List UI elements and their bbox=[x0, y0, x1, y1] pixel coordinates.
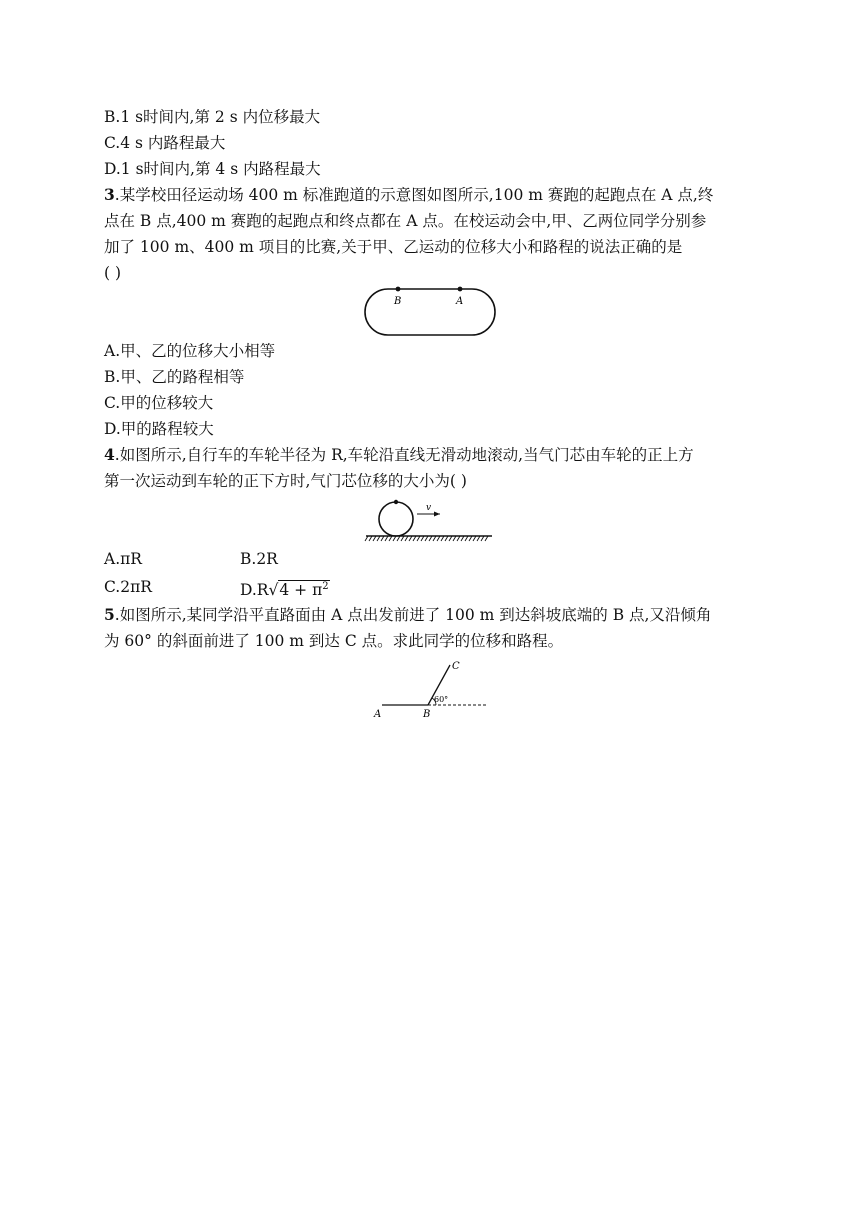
hatch-stroke bbox=[385, 536, 388, 541]
q4-option-c: C.2πR bbox=[104, 578, 152, 596]
q4-wheel-figure bbox=[364, 494, 494, 546]
hatch-stroke bbox=[397, 536, 400, 541]
q5-number: 5 bbox=[104, 605, 115, 624]
q4-option-d bbox=[240, 576, 330, 601]
q3-stem-text-1: .某学校田径运动场 400 m 标准跑道的示意图如图所示,100 m 赛跑的起跑点在 A 点,终 bbox=[114, 186, 714, 204]
hatch-stroke bbox=[445, 536, 448, 541]
hatch-stroke bbox=[449, 536, 452, 541]
q3-option-b: B.甲、乙的路程相等 bbox=[104, 368, 245, 386]
track-label-b: B bbox=[394, 296, 402, 307]
q3-option-a: A.甲、乙的位移大小相等 bbox=[104, 342, 276, 360]
q4-option-b: B.2R bbox=[240, 550, 278, 568]
q5-slope-figure bbox=[370, 656, 494, 722]
q5-stem-line-2: 为 60° 的斜面前进了 100 m 到达 C 点。求此同学的位移和路程。 bbox=[104, 632, 564, 650]
hatch-stroke bbox=[429, 536, 432, 541]
hatch-stroke bbox=[425, 536, 428, 541]
hatch-stroke bbox=[413, 536, 416, 541]
q3-number: 3 bbox=[104, 185, 115, 204]
sqrt-radicand bbox=[278, 580, 329, 599]
q3-option-c: C.甲的位移较大 bbox=[104, 394, 214, 412]
wheel-circle bbox=[379, 502, 413, 536]
q3-stem-line-1 bbox=[104, 184, 713, 206]
q3-answer-paren: ( ) bbox=[104, 264, 122, 282]
ground-hatching bbox=[365, 536, 488, 541]
velocity-label: v bbox=[426, 503, 432, 513]
label-a: A bbox=[374, 709, 382, 720]
hatch-stroke bbox=[381, 536, 384, 541]
hatch-stroke bbox=[377, 536, 380, 541]
hatch-stroke bbox=[433, 536, 436, 541]
q4-number: 4 bbox=[104, 445, 115, 464]
hatch-stroke bbox=[417, 536, 420, 541]
point-b-dot bbox=[396, 287, 401, 292]
point-a-dot bbox=[458, 287, 463, 292]
hatch-stroke bbox=[389, 536, 392, 541]
sqrt-sign: √ bbox=[268, 581, 279, 600]
hatch-stroke bbox=[401, 536, 404, 541]
q2-option-c: C.4 s 内路程最大 bbox=[104, 134, 226, 152]
q5-stem-line-1 bbox=[104, 604, 711, 626]
q4-option-d-prefix: D.R bbox=[240, 581, 269, 600]
track-outline bbox=[365, 289, 495, 335]
q4-stem-line-1 bbox=[104, 444, 694, 466]
hatch-stroke bbox=[393, 536, 396, 541]
hatch-stroke bbox=[369, 536, 372, 541]
label-c: C bbox=[452, 661, 460, 672]
hatch-stroke bbox=[461, 536, 464, 541]
label-b: B bbox=[423, 709, 431, 720]
q4-stem-text-1: .如图所示,自行车的车轮半径为 R,车轮沿直线无滑动地滚动,当气门芯由车轮的正上方 bbox=[114, 446, 694, 464]
q3-track-figure bbox=[360, 286, 500, 338]
hatch-stroke bbox=[477, 536, 480, 541]
hatch-stroke bbox=[409, 536, 412, 541]
radicand-text: 4 + π bbox=[279, 581, 323, 600]
hatch-stroke bbox=[469, 536, 472, 541]
q3-stem-line-3: 加了 100 m、400 m 项目的比赛,关于甲、乙运动的位移大小和路程的说法正确的是 bbox=[104, 238, 683, 256]
valve-dot bbox=[394, 500, 398, 504]
q3-option-d: D.甲的路程较大 bbox=[104, 420, 214, 438]
q4-option-a: A.πR bbox=[104, 550, 142, 568]
hatch-stroke bbox=[405, 536, 408, 541]
hatch-stroke bbox=[365, 536, 368, 541]
velocity-arrowhead bbox=[434, 512, 440, 517]
q2-option-d: D.1 s时间内,第 4 s 内路程最大 bbox=[104, 160, 321, 178]
hatch-stroke bbox=[441, 536, 444, 541]
hatch-stroke bbox=[473, 536, 476, 541]
hatch-stroke bbox=[421, 536, 424, 541]
radicand-exponent: 2 bbox=[322, 581, 329, 592]
q5-stem-text-1: .如图所示,某同学沿平直路面由 A 点出发前进了 100 m 到达斜坡底端的 B 点,又沿倾角 bbox=[114, 606, 712, 624]
q3-stem-line-2: 点在 B 点,400 m 赛跑的起跑点和终点都在 A 点。在校运动会中,甲、乙两位同学分别参 bbox=[104, 212, 707, 230]
track-label-a: A bbox=[456, 296, 464, 307]
hatch-stroke bbox=[485, 536, 488, 541]
hatch-stroke bbox=[453, 536, 456, 541]
hatch-stroke bbox=[481, 536, 484, 541]
q2-option-b: B.1 s时间内,第 2 s 内位移最大 bbox=[104, 108, 321, 126]
hatch-stroke bbox=[373, 536, 376, 541]
angle-label: 60° bbox=[434, 695, 449, 704]
q4-stem-line-2: 第一次运动到车轮的正下方时,气门芯位移的大小为( ) bbox=[104, 472, 467, 490]
hatch-stroke bbox=[437, 536, 440, 541]
hatch-stroke bbox=[457, 536, 460, 541]
hatch-stroke bbox=[465, 536, 468, 541]
